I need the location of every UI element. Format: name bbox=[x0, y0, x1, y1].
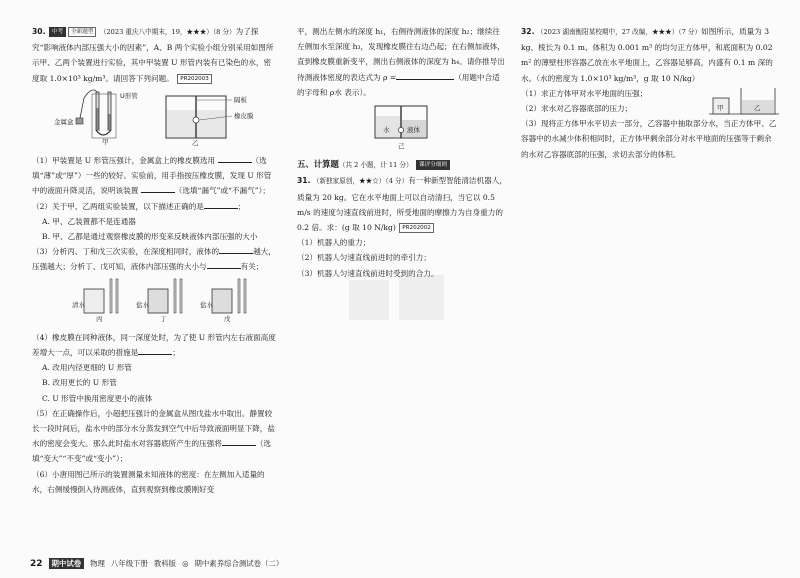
option-c: C. U 形管中换用密度更小的液体 bbox=[42, 393, 153, 403]
figure-ji bbox=[297, 102, 507, 150]
tag-badge: 全新题型 bbox=[68, 27, 96, 37]
question-code: PR202003 bbox=[177, 74, 212, 84]
question-31-part-3: （3）机器人匀速直线前进时受到的合力。 bbox=[297, 268, 439, 278]
beaker-wu bbox=[212, 279, 246, 313]
question-31-part-2: （2）机器人匀速直线前进时的牵引力； bbox=[297, 253, 431, 263]
question-30-part-3: （3）分析丙、丁和戊三次实验，在深度相同时，液体的 越大，压强越大；分析丁、戊可知，液体内部压强的大小与 有关； bbox=[32, 244, 276, 274]
answer-blank[interactable] bbox=[138, 345, 172, 355]
watermark-logo bbox=[339, 270, 459, 325]
figure-cube-container bbox=[709, 86, 779, 116]
option-b: B. 改用更长的 U 形管 bbox=[42, 378, 117, 388]
option-a: A. 甲、乙装置都不是连通器 bbox=[42, 216, 136, 226]
footer-title: 期中素养综合测试卷（二） bbox=[194, 559, 284, 568]
footer-edition: 教科版 bbox=[153, 559, 177, 568]
section-heading: 五、计算题（共 2 小题，计 11 分） 课评分细则 bbox=[297, 157, 507, 173]
fig-label: U形管 bbox=[120, 91, 138, 100]
question-31-part-1: （1）机器人的重力； bbox=[297, 238, 371, 248]
answer-blank[interactable] bbox=[222, 436, 256, 446]
fig-label: 戊 bbox=[224, 314, 231, 323]
brand-badge: 期中试卷 bbox=[49, 558, 85, 569]
partition-container bbox=[166, 96, 226, 138]
beaker-bing bbox=[84, 279, 118, 313]
question-number: 31. bbox=[297, 176, 311, 186]
fig-label: 丁 bbox=[160, 314, 167, 323]
question-source: （2023 重庆八中期末，19，★★★）（8 分） bbox=[99, 28, 236, 36]
question-32-part-3: （3）现将正方体甲水平切去一部分，乙容器中抽取部分水，当正方体甲、乙容器中的水减少体积相同时，正方体甲剩余部分对水平地面的压强等于剩余的水对乙容器底部的压强，求切去部分的体积。 bbox=[521, 119, 777, 159]
question-30-part-4: （4）橡皮膜在同种液体，同一深度处时，为了使 U 形管内左右液面高度差增大一点，可以采取的措施是 ； bbox=[32, 332, 276, 358]
answer-blank[interactable] bbox=[207, 259, 241, 269]
fig-label: 甲 bbox=[717, 103, 724, 112]
fig-label: 乙 bbox=[754, 103, 761, 112]
fig-label: 金属盒 bbox=[54, 117, 74, 126]
fig-label: 隔板 bbox=[234, 95, 247, 104]
fig-label: 甲 bbox=[102, 137, 109, 146]
option-a: A. 改用内径更细的 U 形管 bbox=[42, 363, 132, 373]
fig-label: 乙 bbox=[192, 138, 199, 146]
question-30-part-2: （2）关于甲、乙两组实验装置，以下描述正确的是 ； bbox=[32, 199, 276, 214]
option-b: B. 甲、乙都是通过观察橡皮膜的形变来反映液体内部压强的大小 bbox=[42, 232, 258, 242]
answer-blank[interactable] bbox=[396, 70, 454, 80]
question-30-part-6-continued: 平，测出左侧水的深度 h₁，右侧待测液体的深度 h₂；继续往左侧加水至深度 h₃，发现橡皮膜往右边凸起；在右侧加液体，直到橡皮膜重新变平，测出右侧液体的深度为 h₄。请你推导出待测液体密度的表达式为 ρ = （用题中合适的字母和 ρ水 表示）。 bbox=[297, 27, 505, 97]
question-30-part-6: （6）小唐用图己所示的装置测量未知液体的密度：在左侧加入适量的水，右侧缓慢倒入待测液体，直到观察到橡皮膜刚好变 bbox=[32, 469, 265, 494]
question-30-part-1: （1）甲装置是 U 形管压强计，金属盒上的橡皮膜选用 （选填“薄”或“厚”）一些的较好。实验前，用手指按压橡皮膜，发现 U 形管中的液面升降灵活，说明该装置 （选填“漏气”或“不漏气”）； bbox=[32, 153, 276, 199]
question-source: （新独家原创，★★☆）（4 分） bbox=[312, 177, 409, 186]
answer-blank[interactable] bbox=[219, 244, 253, 254]
question-number: 30. bbox=[32, 27, 46, 36]
fig-label: 清水 bbox=[72, 300, 85, 309]
question-30-stem bbox=[32, 24, 276, 86]
fig-label: 橡皮膜 bbox=[234, 111, 254, 120]
page-footer bbox=[30, 558, 283, 569]
fig-label: 己 bbox=[398, 142, 405, 151]
u-tube-manometer bbox=[76, 90, 116, 138]
question-number: 32. bbox=[521, 27, 535, 36]
answer-blank[interactable] bbox=[218, 153, 252, 163]
question-source: （2023 湖南衡阳某校期中，27 改编，★★★）（7 分） bbox=[536, 28, 702, 36]
tag-badge: 中考 bbox=[49, 27, 66, 37]
page-number: 22 bbox=[30, 558, 43, 569]
left-column bbox=[32, 24, 276, 497]
answer-blank[interactable] bbox=[204, 199, 238, 209]
question-32-body bbox=[521, 86, 779, 116]
question-32-stem: 32. （2023 湖南衡阳某校期中，27 改编，★★★）（7 分）如图所示，质量为 3 kg、棱长为 0.1 m、体积为 0.001 m³ 的均匀正方体甲，和底面积为 0.02 m² 的薄壁柱形容器乙放在水平地面上，乙容器足够高，内盛有 0.1 m 深的水。（水的密度为 1.0×10³ kg/m³，g 取 10 N/kg） bbox=[521, 27, 773, 83]
question-text: 为了探究“影响液体内部压强大小的因素”，A、B 两个实验小组分别采用如图所示甲、乙两个装置进行实验，其中甲装置 U 形管内装有已染色的水，密度取 1.0×10³ kg/m³。请回答下列问题。 bbox=[32, 27, 274, 83]
figure-jia-yi bbox=[32, 88, 276, 146]
question-32-part-1: （1）求正方体甲对水平地面的压强； bbox=[521, 88, 648, 98]
footer-grade: 八年级下册 bbox=[110, 559, 148, 568]
beaker-ding bbox=[148, 279, 182, 313]
fig-label: 丙 bbox=[96, 314, 103, 323]
fig-label: 盐水 bbox=[136, 300, 149, 309]
question-30-part-5: （5）在正确操作后，小超把压强计的金属盒从图戊盐水中取出。静置较长一段时间后，盐水中的部分水分蒸发到空气中后导致液面明显下降，盐水的密度会变大。那么此时盐水对容器底所产生的压强将 （选填“变大”“不变”或“变小”）； bbox=[32, 408, 275, 464]
fig-label: 水 bbox=[383, 126, 390, 135]
question-code: PR202002 bbox=[399, 223, 434, 233]
right-column bbox=[521, 24, 779, 162]
footer-subject: 物理 bbox=[90, 559, 105, 568]
fig-label: 盐水 bbox=[200, 300, 213, 309]
answer-blank[interactable] bbox=[141, 183, 175, 193]
question-31-stem: 31. （新独家原创，★★☆）（4 分）有一种新型智能清洁机器人，质量为 20 kg。它在水平地面上可以自动清扫，当它以 0.5 m/s 的速度匀速直线前进时，所受地面的摩擦力为自身重力的 0.2 倍。求：(g 取 10 N/kg) PR202002 bbox=[297, 176, 507, 233]
scoring-tag: 课评分细则 bbox=[416, 160, 450, 170]
question-32-part-2: （2）求水对乙容器底部的压力； bbox=[521, 104, 633, 114]
fig-label: 液体 bbox=[407, 126, 420, 135]
circle-icon: ◎ bbox=[182, 559, 189, 568]
figure-bing-ding-wu bbox=[32, 277, 276, 323]
middle-column bbox=[297, 24, 507, 281]
